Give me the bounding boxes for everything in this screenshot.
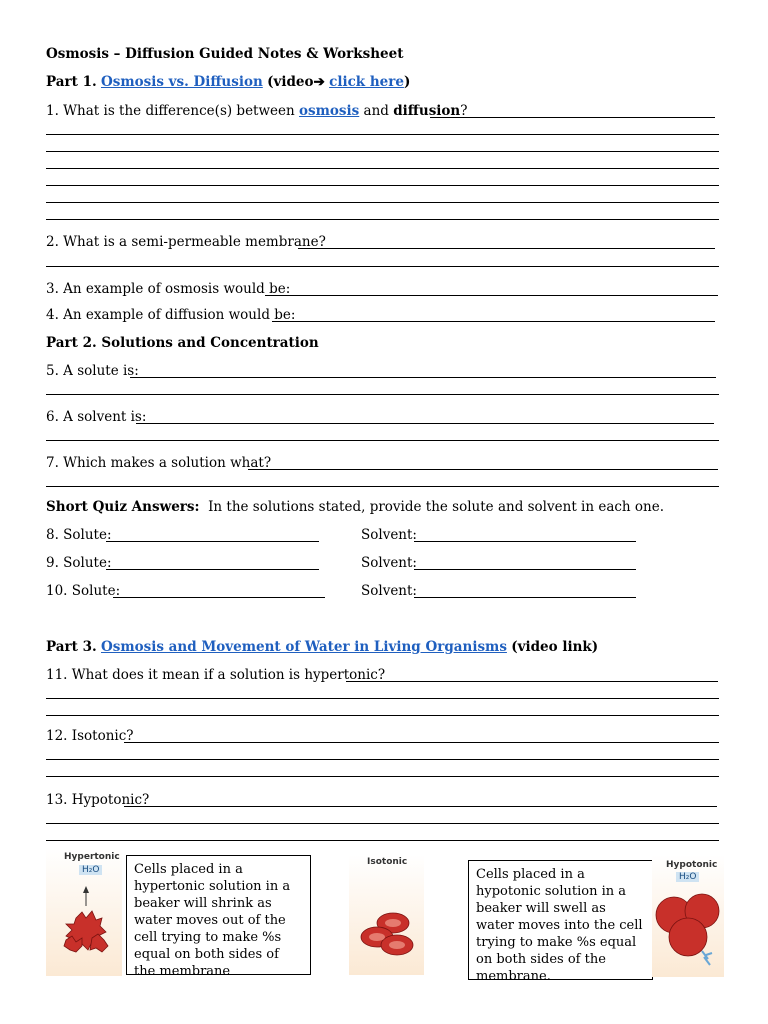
hypotonic-figure [652, 855, 724, 977]
h2o-label-2: H₂O [676, 872, 699, 882]
answer-line[interactable] [272, 321, 715, 322]
question-6: 6. A solvent is: [46, 409, 147, 425]
question-13: 13. Hypotonic? [46, 792, 150, 808]
q8-solute-label: 8. Solute: [46, 527, 112, 543]
isotonic-figure [349, 855, 424, 975]
q8-solvent-label: Solvent: [361, 527, 417, 543]
answer-line[interactable] [113, 597, 325, 598]
question-7: 7. Which makes a solution what? [46, 455, 272, 471]
answer-line[interactable] [46, 219, 719, 220]
answer-line[interactable] [414, 541, 636, 542]
click-here-link[interactable]: click here [329, 74, 404, 90]
answer-line[interactable] [414, 597, 636, 598]
answer-line[interactable] [46, 698, 719, 699]
answer-line[interactable] [430, 117, 715, 118]
answer-line[interactable] [106, 541, 319, 542]
answer-line[interactable] [106, 569, 319, 570]
answer-line[interactable] [46, 840, 719, 841]
question-2: 2. What is a semi-permeable membrane? [46, 234, 326, 250]
answer-line[interactable] [298, 248, 715, 249]
part1-heading [46, 74, 410, 90]
q1-prefix: 1. What is the difference(s) between [46, 103, 295, 119]
q10-solvent-label: Solvent: [361, 583, 417, 599]
question-1 [46, 103, 468, 119]
shrunken-cells-icon [46, 848, 122, 976]
hypotonic-description-box: Cells placed in a hypotonic solution in a beaker will swell as water moves into the cell trying to make %s equal on both sides of the membrane. [468, 860, 653, 980]
part1-label: Part 1. [46, 74, 97, 90]
answer-line[interactable] [46, 394, 719, 395]
osmosis-link[interactable]: osmosis [299, 103, 360, 119]
answer-line[interactable] [46, 759, 719, 760]
isotonic-label: Isotonic [367, 857, 408, 867]
answer-line[interactable] [124, 742, 719, 743]
answer-line[interactable] [248, 469, 718, 470]
hypertonic-label: Hypertonic [64, 852, 120, 862]
question-5: 5. A solute is: [46, 363, 139, 379]
answer-line[interactable] [46, 776, 719, 777]
part2-heading: Part 2. Solutions and Concentration [46, 335, 319, 351]
q9-solute-label: 9. Solute: [46, 555, 112, 571]
quiz-label: Short Quiz Answers: [46, 499, 200, 515]
answer-line[interactable] [46, 202, 719, 203]
answer-line[interactable] [265, 295, 718, 296]
answer-line[interactable] [414, 569, 636, 570]
q9-solvent-label: Solvent: [361, 555, 417, 571]
part3-heading [46, 639, 598, 655]
answer-line[interactable] [46, 440, 719, 441]
part3-label: Part 3. [46, 639, 97, 655]
answer-line[interactable] [46, 823, 719, 824]
answer-line[interactable] [124, 806, 717, 807]
answer-line[interactable] [46, 185, 719, 186]
hypertonic-description-box: Cells placed in a hypertonic solution in a beaker will shrink as water moves out of the cell trying to make %s equal on both sides of the membrane [126, 855, 311, 975]
video-prefix: (video [267, 74, 314, 90]
question-11: 11. What does it mean if a solution is hypertonic? [46, 667, 386, 683]
osmosis-movement-link[interactable]: Osmosis and Movement of Water in Living Organisms [100, 639, 507, 655]
page-title: Osmosis – Diffusion Guided Notes & Worksheet [46, 46, 404, 62]
video-suffix: ) [403, 74, 411, 90]
video-link-label: (video link) [511, 639, 599, 655]
answer-line[interactable] [130, 377, 716, 378]
q10-solute-label: 10. Solute: [46, 583, 121, 599]
short-quiz [46, 499, 664, 515]
answer-line[interactable] [46, 266, 719, 267]
question-4: 4. An example of diffusion would be: [46, 307, 296, 323]
osmosis-vs-diffusion-link[interactable]: Osmosis vs. Diffusion [100, 74, 263, 90]
swollen-cells-icon [652, 855, 724, 977]
quiz-instructions: In the solutions stated, provide the solute and solvent in each one. [208, 499, 665, 515]
hypertonic-figure [46, 848, 122, 976]
question-12: 12. Isotonic? [46, 728, 134, 744]
q1-diffusion: diffusion [393, 103, 461, 119]
normal-cells-icon [349, 855, 424, 975]
answer-line[interactable] [136, 423, 714, 424]
q1-qmark: ? [460, 103, 468, 119]
arrow-icon: ➔ [313, 74, 325, 90]
answer-line[interactable] [46, 486, 719, 487]
answer-line[interactable] [46, 134, 719, 135]
q1-mid: and [363, 103, 389, 119]
answer-line[interactable] [46, 715, 719, 716]
question-3: 3. An example of osmosis would be: [46, 281, 291, 297]
hypotonic-label: Hypotonic [666, 860, 718, 870]
h2o-label: H₂O [79, 865, 102, 875]
answer-line[interactable] [46, 168, 719, 169]
answer-line[interactable] [346, 681, 718, 682]
answer-line[interactable] [46, 151, 719, 152]
